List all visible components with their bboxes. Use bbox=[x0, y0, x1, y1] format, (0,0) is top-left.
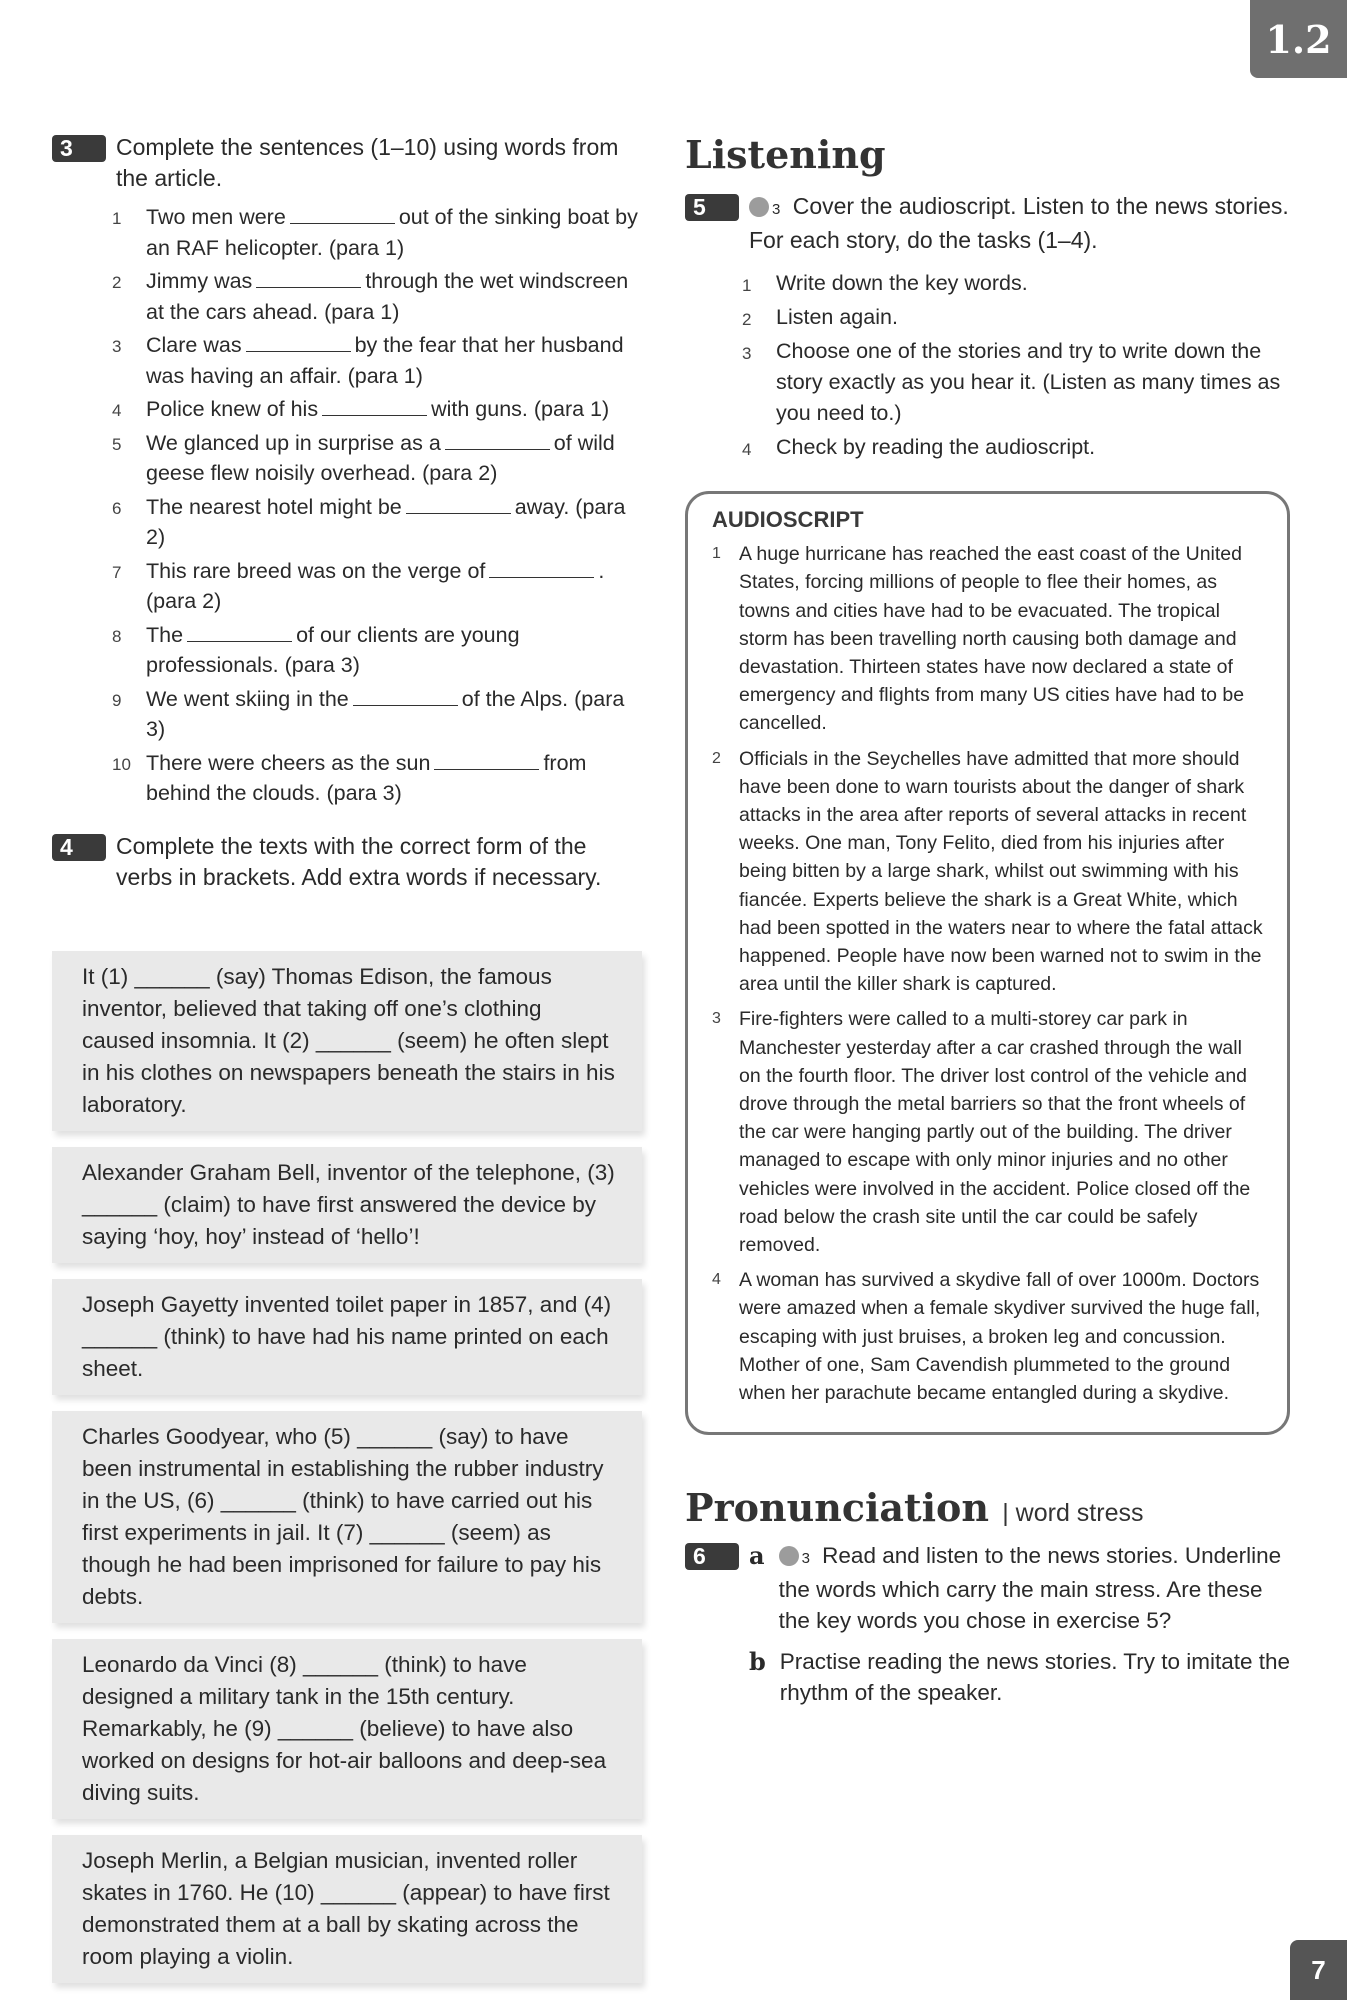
item-text-before: We went skiing in the bbox=[146, 686, 349, 711]
task-text: Check by reading the audioscript. bbox=[776, 435, 1096, 459]
pronunciation-title: Pronunciation bbox=[685, 1485, 989, 1531]
item-text-after: through the wet windscreen at the cars ahead. (para 1) bbox=[146, 269, 629, 324]
audioscript-story bbox=[712, 745, 1267, 999]
listening-task bbox=[742, 302, 1290, 333]
exercise-6b-text: Practise reading the news stories. Try to imitate the rhythm of the speaker. bbox=[779, 1649, 1291, 1706]
pronunciation-subtitle: word stress bbox=[1015, 1499, 1144, 1528]
exercise-6-header bbox=[685, 1540, 1290, 1708]
story-number: 3 bbox=[712, 1010, 721, 1028]
exercise-6a-label: a bbox=[749, 1541, 765, 1571]
item-text-after: of our clients are young professionals. (para 3) bbox=[146, 622, 520, 677]
story-text: Fire-fighters were called to a multi-storey car park in Manchester yesterday after a car crashed through the wall on the fourth floor. The driver lost control of the vehicle and drove through the metal barriers so that the front wheels of the car were hanging partly out of the building. The driver managed to escape with only minor injuries and no other vehicles were involved in the accident. Police closed off the road below the crash site until the car could be safely removed. bbox=[739, 1008, 1251, 1257]
listening-task bbox=[742, 432, 1290, 463]
exercise-6a bbox=[749, 1540, 1290, 1636]
exercise-3-item bbox=[112, 428, 642, 489]
audio-cd-icon bbox=[779, 1546, 799, 1566]
item-text-after: by the fear that her husband was having an affair. (para 1) bbox=[146, 333, 624, 388]
answer-blank[interactable] bbox=[256, 269, 361, 288]
task-text: Choose one of the stories and try to write down the story exactly as you hear it. (Listen as many times as you need to.) bbox=[776, 339, 1281, 425]
answer-blank[interactable] bbox=[489, 559, 594, 578]
task-number: 3 bbox=[742, 344, 752, 363]
item-text-after: out of the sinking boat by an RAF helicopter. (para 1) bbox=[146, 205, 638, 260]
exercise-3-item bbox=[112, 492, 642, 553]
answer-blank[interactable] bbox=[434, 751, 539, 770]
task-number: 1 bbox=[742, 276, 752, 295]
item-number: 8 bbox=[112, 626, 122, 646]
exercise-3-number: 3 bbox=[52, 135, 106, 162]
track-number: 3 bbox=[772, 201, 781, 218]
audioscript-story bbox=[712, 540, 1267, 737]
exercise-4-card: Joseph Merlin, a Belgian musician, invented roller skates in 1760. He (10) ______ (appear) to have first demonstrated them at a ball by skating across the room playing a violin. bbox=[52, 1835, 642, 1983]
pronunciation-divider: | bbox=[1002, 1499, 1016, 1528]
item-text-after: with guns. (para 1) bbox=[431, 397, 610, 421]
item-number: 1 bbox=[112, 209, 122, 228]
item-text-before: Jimmy was bbox=[146, 269, 253, 293]
audio-cd-icon bbox=[749, 197, 769, 217]
exercise-5-tasks bbox=[685, 268, 1290, 463]
exercise-3-item bbox=[112, 266, 642, 327]
item-text-after: . (para 2) bbox=[146, 558, 605, 613]
audioscript-story bbox=[712, 1005, 1267, 1259]
exercise-3-header bbox=[52, 132, 642, 194]
story-text: A huge hurricane has reached the east coast of the United States, forcing millions of people to flee their homes, as towns and cities have had to be evacuated. The tropical storm has been travelling north causing both damage and devastation. Thirteen states have now declared a state of emergency and flights from many US cities have had to be cancelled. bbox=[739, 543, 1245, 735]
exercise-4-card: Joseph Gayetty invented toilet paper in 1857, and (4) ______ (think) to have had his name printed on each sheet. bbox=[52, 1279, 642, 1395]
item-text-before: There were cheers as the sun bbox=[146, 750, 431, 775]
item-number: 4 bbox=[112, 401, 122, 420]
left-column bbox=[52, 132, 642, 1999]
story-number: 1 bbox=[712, 545, 721, 563]
exercise-3-instruction: Complete the sentences (1–10) using words from the article. bbox=[116, 134, 619, 191]
item-text-after: away. (para 2) bbox=[146, 494, 626, 549]
item-text-before: We glanced up in surprise as a bbox=[146, 430, 441, 455]
exercise-3-item bbox=[112, 556, 642, 617]
exercise-6b-label: b bbox=[749, 1647, 766, 1677]
answer-blank[interactable] bbox=[290, 205, 395, 224]
page-number: 7 bbox=[1290, 1940, 1347, 2000]
exercise-3-item bbox=[112, 330, 642, 391]
task-text: Listen again. bbox=[776, 305, 898, 329]
listening-title: Listening bbox=[685, 132, 886, 177]
item-text-before: Two men were bbox=[146, 205, 286, 229]
story-text: A woman has survived a skydive fall of over 1000m. Doctors were amazed when a female skydiver survived the huge fall, escaping with just bruises, a broken leg and concussion. Mother of one, Sam Cavendish plummeted to the ground when her parachute became entangled during a skydive. bbox=[739, 1269, 1261, 1405]
unit-tab: 1.2 bbox=[1250, 0, 1347, 78]
exercise-4-cards bbox=[52, 951, 642, 1983]
story-text: Officials in the Seychelles have admitted that more should have been done to warn tourists about the danger of shark attacks in the area after reports of several attacks in recent weeks. One man, Tony Felito, died from his injuries after being bitten by a large shark, whilst out swimming with his fiancée. Experts believe the shark is a Great White, which had been spotted in the waters near to where the fatal attack happened. People have now been warned not to swim in the area until the killer shark is captured. bbox=[739, 747, 1263, 996]
item-text-after: of wild geese flew noisily overhead. (para 2) bbox=[146, 430, 615, 485]
exercise-6a-text: Read and listen to the news stories. Underline the words which carry the main stress. Are these the key words you chose in exercise 5? bbox=[778, 1543, 1282, 1634]
exercise-3-item bbox=[112, 620, 642, 681]
exercise-3-item bbox=[112, 684, 642, 745]
answer-blank[interactable] bbox=[406, 495, 511, 514]
exercise-6b bbox=[749, 1646, 1290, 1708]
story-number: 2 bbox=[712, 749, 721, 767]
task-number: 2 bbox=[742, 310, 752, 329]
listening-task bbox=[742, 268, 1290, 299]
exercise-4-card: It (1) ______ (say) Thomas Edison, the famous inventor, believed that taking off one’s clothing caused insomnia. It (2) ______ (seem) he often slept in his clothes on newspapers beneath the stairs in his laboratory. bbox=[52, 951, 642, 1131]
item-text-after: of the Alps. (para 3) bbox=[146, 686, 625, 741]
exercise-3-item bbox=[112, 202, 642, 263]
item-number: 6 bbox=[112, 498, 122, 518]
exercise-3-item bbox=[112, 748, 642, 809]
exercise-4-card: Leonardo da Vinci (8) ______ (think) to have designed a military tank in the 15th century. Remarkably, he (9) ______ (believe) to have also worked on designs for hot-air balloons and deep-sea diving suits. bbox=[52, 1639, 642, 1819]
answer-blank[interactable] bbox=[187, 623, 292, 642]
right-column bbox=[685, 132, 1290, 1708]
task-number: 4 bbox=[742, 440, 752, 459]
exercise-6-content bbox=[749, 1540, 1290, 1708]
exercise-6-number: 6 bbox=[685, 1543, 739, 1570]
exercise-3-items bbox=[52, 202, 642, 809]
item-number: 3 bbox=[112, 337, 122, 356]
task-text: Write down the key words. bbox=[776, 271, 1028, 295]
item-number: 10 bbox=[112, 754, 131, 774]
audioscript-title: AUDIOSCRIPT bbox=[712, 507, 864, 532]
exercise-3-item bbox=[112, 394, 642, 425]
pronunciation-heading bbox=[685, 1485, 1290, 1530]
item-text-after: from behind the clouds. (para 3) bbox=[146, 750, 587, 805]
exercise-5-header bbox=[685, 191, 1290, 256]
audioscript-stories bbox=[712, 540, 1267, 1407]
item-number: 9 bbox=[112, 690, 122, 710]
exercise-5-number: 5 bbox=[685, 194, 739, 221]
answer-blank[interactable] bbox=[322, 397, 427, 416]
answer-blank[interactable] bbox=[246, 333, 351, 352]
answer-blank[interactable] bbox=[445, 431, 550, 450]
answer-blank[interactable] bbox=[353, 687, 458, 706]
exercise-4-instruction: Complete the texts with the correct form of the verbs in brackets. Add extra words if necessary. bbox=[116, 832, 602, 890]
item-number: 7 bbox=[112, 562, 122, 582]
exercise-5-instruction-wrap bbox=[749, 191, 1290, 256]
item-text-before: Clare was bbox=[146, 333, 242, 357]
exercise-4-number: 4 bbox=[52, 834, 106, 861]
item-text-before: The bbox=[146, 622, 184, 647]
item-text-before: Police knew of his bbox=[146, 397, 319, 421]
item-number: 2 bbox=[112, 273, 122, 292]
story-number: 4 bbox=[712, 1271, 721, 1289]
item-text-before: The nearest hotel might be bbox=[146, 494, 402, 519]
exercise-4-card: Alexander Graham Bell, inventor of the telephone, (3) ______ (claim) to have first answered the device by saying ‘hoy, hoy’ instead of ‘hello’! bbox=[52, 1147, 642, 1263]
audioscript-story bbox=[712, 1266, 1267, 1407]
item-text-before: This rare breed was on the verge of bbox=[146, 558, 486, 583]
listening-task bbox=[742, 336, 1290, 429]
exercise-4-header bbox=[52, 831, 642, 893]
exercise-4-card: Charles Goodyear, who (5) ______ (say) to have been instrumental in establishing the rubber industry in the US, (6) ______ (think) to have carried out his first experiments in jail. It (7) ______ (seem) as though he had been imprisoned for failure to pay his debts. bbox=[52, 1411, 642, 1623]
item-number: 5 bbox=[112, 434, 122, 454]
exercise-5-instruction: Cover the audioscript. Listen to the news stories. For each story, do the tasks (1–4). bbox=[749, 193, 1289, 253]
track-number: 3 bbox=[801, 1550, 810, 1568]
exercise-6a-body bbox=[779, 1540, 1290, 1636]
audioscript-box bbox=[685, 491, 1290, 1435]
